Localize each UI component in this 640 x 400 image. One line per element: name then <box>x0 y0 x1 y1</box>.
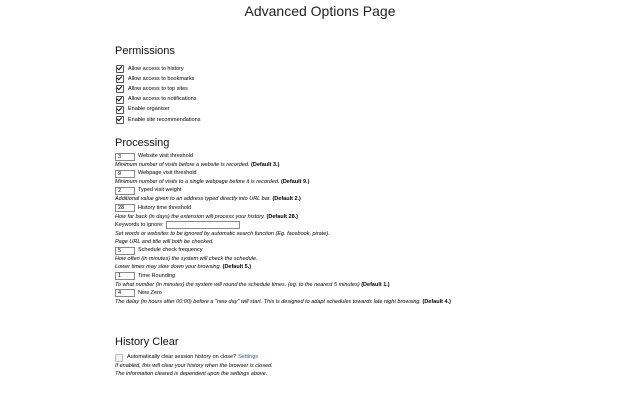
webpage-threshold-row <box>115 169 615 178</box>
typed-weight-input[interactable]: 2 <box>115 187 135 195</box>
schedule-frequency-input[interactable]: 5 <box>115 247 135 255</box>
schedule-frequency-label: Schedule check frequency <box>138 247 203 254</box>
auto-clear-row[interactable] <box>115 353 273 362</box>
schedule-frequency-help-2: Lower times may slow down your browsing. (Default 5.) <box>115 264 252 271</box>
website-threshold-row <box>115 152 615 161</box>
permissions-list <box>116 64 200 125</box>
permissions-heading: Permissions <box>115 45 175 57</box>
new-zero-input[interactable]: 4 <box>115 289 135 297</box>
history-clear-help: If enabled, this will clear your history when the browser is closed. <box>115 363 273 369</box>
time-rounding-row <box>115 272 615 281</box>
keywords-label: Keywords to ignore: <box>115 221 164 228</box>
permission-top-sites-label: Allow access to top sites <box>128 85 188 92</box>
schedule-frequency-row <box>115 246 615 255</box>
time-rounding-label: Time Rounding <box>138 272 176 279</box>
permission-notifications[interactable] <box>116 95 200 105</box>
keywords-help-2: Page URL and title will both be checked. <box>115 239 214 246</box>
keywords-row <box>115 221 615 230</box>
permission-recommendations-label: Enable site recommendations <box>128 116 201 123</box>
auto-clear-checkbox[interactable] <box>115 354 123 362</box>
new-zero-label: New Zero <box>138 289 162 296</box>
new-zero-row <box>115 289 615 298</box>
time-rounding-help: To what number (in minutes) the system will round the schedule times. (eg. to the nearest 5 minutes) (Default 1.) <box>115 281 390 288</box>
history-threshold-label: History time threshold <box>138 204 192 211</box>
permission-notifications-label: Allow access to notifications <box>128 96 197 103</box>
permission-bookmarks[interactable] <box>116 74 200 84</box>
webpage-threshold-label: Webpage visit threshold <box>138 170 197 177</box>
typed-weight-row <box>115 186 615 195</box>
page-title: Advanced Options Page <box>244 3 396 19</box>
auto-clear-label: Automatically clear session history on close? <box>127 354 237 360</box>
website-threshold-input[interactable]: 3 <box>115 153 135 161</box>
history-checkbox[interactable] <box>116 65 124 73</box>
settings-link[interactable]: Settings <box>238 354 259 360</box>
notifications-checkbox[interactable] <box>116 96 124 104</box>
processing-heading: Processing <box>115 137 170 149</box>
permission-top-sites[interactable] <box>116 84 200 94</box>
website-threshold-label: Website visit threshold <box>138 153 193 159</box>
history-threshold-row <box>115 204 615 213</box>
typed-weight-label: Typed visit weight <box>138 187 182 194</box>
recommendations-checkbox[interactable] <box>116 116 124 124</box>
bookmarks-checkbox[interactable] <box>116 75 124 83</box>
history-clear-help-2: The information cleared is dependent upon the settings above. <box>115 371 268 378</box>
permission-history[interactable] <box>116 64 200 74</box>
permission-bookmarks-label: Allow access to bookmarks <box>128 75 195 82</box>
history-clear-heading: History Clear <box>115 336 179 348</box>
history-threshold-input[interactable]: 28 <box>115 204 135 212</box>
webpage-threshold-help: Minimum number of visits to a single webpage before it is recorded. (Default 9.) <box>115 179 310 186</box>
permission-history-label: Allow access to history <box>128 65 184 72</box>
history-clear-section <box>115 353 273 378</box>
permission-organiser-label: Enable organiser <box>128 106 170 113</box>
time-rounding-input[interactable]: 1 <box>115 272 135 280</box>
new-zero-help: The delay (in hours after 00:00) before a "new day" will start. This is designed to adapt schedules towards late night browsing. (Default 4.) <box>115 298 451 305</box>
website-threshold-help: Minimum number of visits before a website is recorded. (Default 3.) <box>115 162 280 168</box>
permission-organiser[interactable] <box>116 105 200 115</box>
schedule-frequency-help: How often (in minutes) the system will check the schedule. <box>115 256 258 263</box>
keywords-help: Set words or websites to be ignored by automatic search function (Eg. facebook, pirate). <box>115 230 330 237</box>
processing-section <box>115 152 615 306</box>
webpage-threshold-input[interactable]: 9 <box>115 170 135 178</box>
organiser-checkbox[interactable] <box>116 106 124 114</box>
keywords-input[interactable] <box>166 221 240 229</box>
history-threshold-help: How far back (in days) the extension will process your history. (Default 28.) <box>115 213 299 220</box>
top-sites-checkbox[interactable] <box>116 85 124 93</box>
permission-recommendations[interactable] <box>116 115 200 125</box>
typed-weight-help: Additional value given to an address typed directly into URL bar. (Default 2.) <box>115 196 301 203</box>
